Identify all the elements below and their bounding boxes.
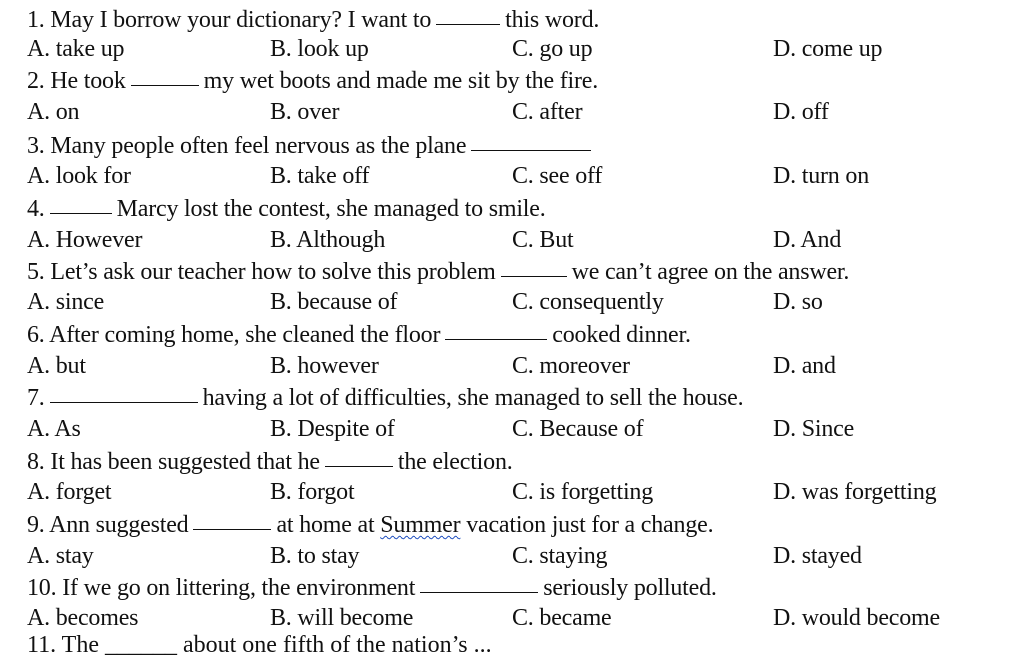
spellcheck-flagged-word: Summer bbox=[380, 512, 461, 538]
option-a: A. As bbox=[27, 416, 81, 442]
question-text-tail: having a lot of difficulties, she managed to sell the house. bbox=[202, 385, 744, 411]
question-1 bbox=[27, 4, 599, 34]
answer-blank bbox=[193, 507, 271, 530]
option-a: A. However bbox=[27, 227, 143, 253]
answer-blank bbox=[445, 317, 547, 340]
question-5 bbox=[27, 256, 849, 286]
question-text: 2. He took bbox=[27, 68, 126, 94]
question-text-tail: cooked dinner. bbox=[552, 322, 691, 348]
answer-blank bbox=[50, 191, 112, 214]
question-6 bbox=[27, 319, 691, 349]
option-c: C. But bbox=[512, 227, 574, 253]
option-a: A. look for bbox=[27, 163, 131, 189]
answer-blank bbox=[436, 2, 500, 25]
answer-blank bbox=[420, 570, 538, 593]
option-c: C. staying bbox=[512, 543, 608, 569]
option-b: B. to stay bbox=[270, 543, 360, 569]
question-text-tail: at home at bbox=[276, 512, 375, 538]
option-c: C. moreover bbox=[512, 353, 630, 379]
question-text: 6. After coming home, she cleaned the floor bbox=[27, 322, 441, 348]
option-c: C. go up bbox=[512, 36, 593, 62]
option-a: A. but bbox=[27, 353, 86, 379]
option-d: D. and bbox=[773, 353, 836, 379]
question-text: 1. May I borrow your dictionary? I want to bbox=[27, 7, 432, 33]
option-d: D. was forgetting bbox=[773, 479, 937, 505]
question-text-tail: my wet boots and made me sit by the fire. bbox=[203, 68, 599, 94]
option-a: A. on bbox=[27, 99, 80, 125]
option-a: A. stay bbox=[27, 543, 94, 569]
question-2 bbox=[27, 65, 598, 95]
option-b: B. however bbox=[270, 353, 379, 379]
option-d: D. Since bbox=[773, 416, 855, 442]
question-text: 7. bbox=[27, 385, 45, 411]
option-b: B. because of bbox=[270, 289, 398, 315]
option-c: C. consequently bbox=[512, 289, 664, 315]
question-text: 5. Let’s ask our teacher how to solve this problem bbox=[27, 259, 496, 285]
option-d: D. come up bbox=[773, 36, 883, 62]
question-text: 4. bbox=[27, 196, 45, 222]
option-c: C. after bbox=[512, 99, 583, 125]
option-d: D. off bbox=[773, 99, 829, 125]
option-d: D. And bbox=[773, 227, 842, 253]
question-text-tail: Marcy lost the contest, she managed to smile. bbox=[116, 196, 546, 222]
question-text-tail: this word. bbox=[505, 7, 600, 33]
question-3 bbox=[27, 130, 596, 160]
option-c: C. Because of bbox=[512, 416, 644, 442]
question-text-tail: seriously polluted. bbox=[543, 575, 717, 601]
option-c: C. is forgetting bbox=[512, 479, 654, 505]
option-b: B. Although bbox=[270, 227, 386, 253]
question-text-tail: we can’t agree on the answer. bbox=[571, 259, 850, 285]
cut-off-question-11: 11. The ______ about one fifth of the nation’s ... bbox=[27, 632, 492, 658]
option-b: B. over bbox=[270, 99, 340, 125]
option-d: D. stayed bbox=[773, 543, 862, 569]
option-b: B. forgot bbox=[270, 479, 355, 505]
answer-blank bbox=[131, 63, 199, 86]
option-a: A. since bbox=[27, 289, 105, 315]
question-text: 9. Ann suggested bbox=[27, 512, 189, 538]
answer-blank bbox=[471, 128, 591, 151]
question-text-tail: the election. bbox=[397, 449, 513, 475]
question-text: 10. If we go on littering, the environment bbox=[27, 575, 416, 601]
option-b: B. will become bbox=[270, 605, 414, 631]
answer-blank bbox=[501, 254, 567, 277]
option-d: D. so bbox=[773, 289, 823, 315]
option-b: B. Despite of bbox=[270, 416, 395, 442]
option-d: D. would become bbox=[773, 605, 940, 631]
answer-blank bbox=[325, 444, 393, 467]
answer-blank bbox=[50, 380, 198, 403]
option-b: B. look up bbox=[270, 36, 369, 62]
option-a: A. take up bbox=[27, 36, 125, 62]
option-b: B. take off bbox=[270, 163, 370, 189]
question-4 bbox=[27, 193, 546, 223]
option-d: D. turn on bbox=[773, 163, 869, 189]
question-text: 3. Many people often feel nervous as the plane bbox=[27, 133, 467, 159]
option-a: A. becomes bbox=[27, 605, 139, 631]
question-10 bbox=[27, 572, 717, 602]
question-9 bbox=[27, 509, 713, 539]
option-c: C. see off bbox=[512, 163, 603, 189]
option-a: A. forget bbox=[27, 479, 112, 505]
question-text: 8. It has been suggested that he bbox=[27, 449, 320, 475]
question-text-end: vacation just for a change. bbox=[466, 512, 714, 538]
question-7 bbox=[27, 382, 743, 412]
question-8 bbox=[27, 446, 513, 476]
option-c: C. became bbox=[512, 605, 612, 631]
